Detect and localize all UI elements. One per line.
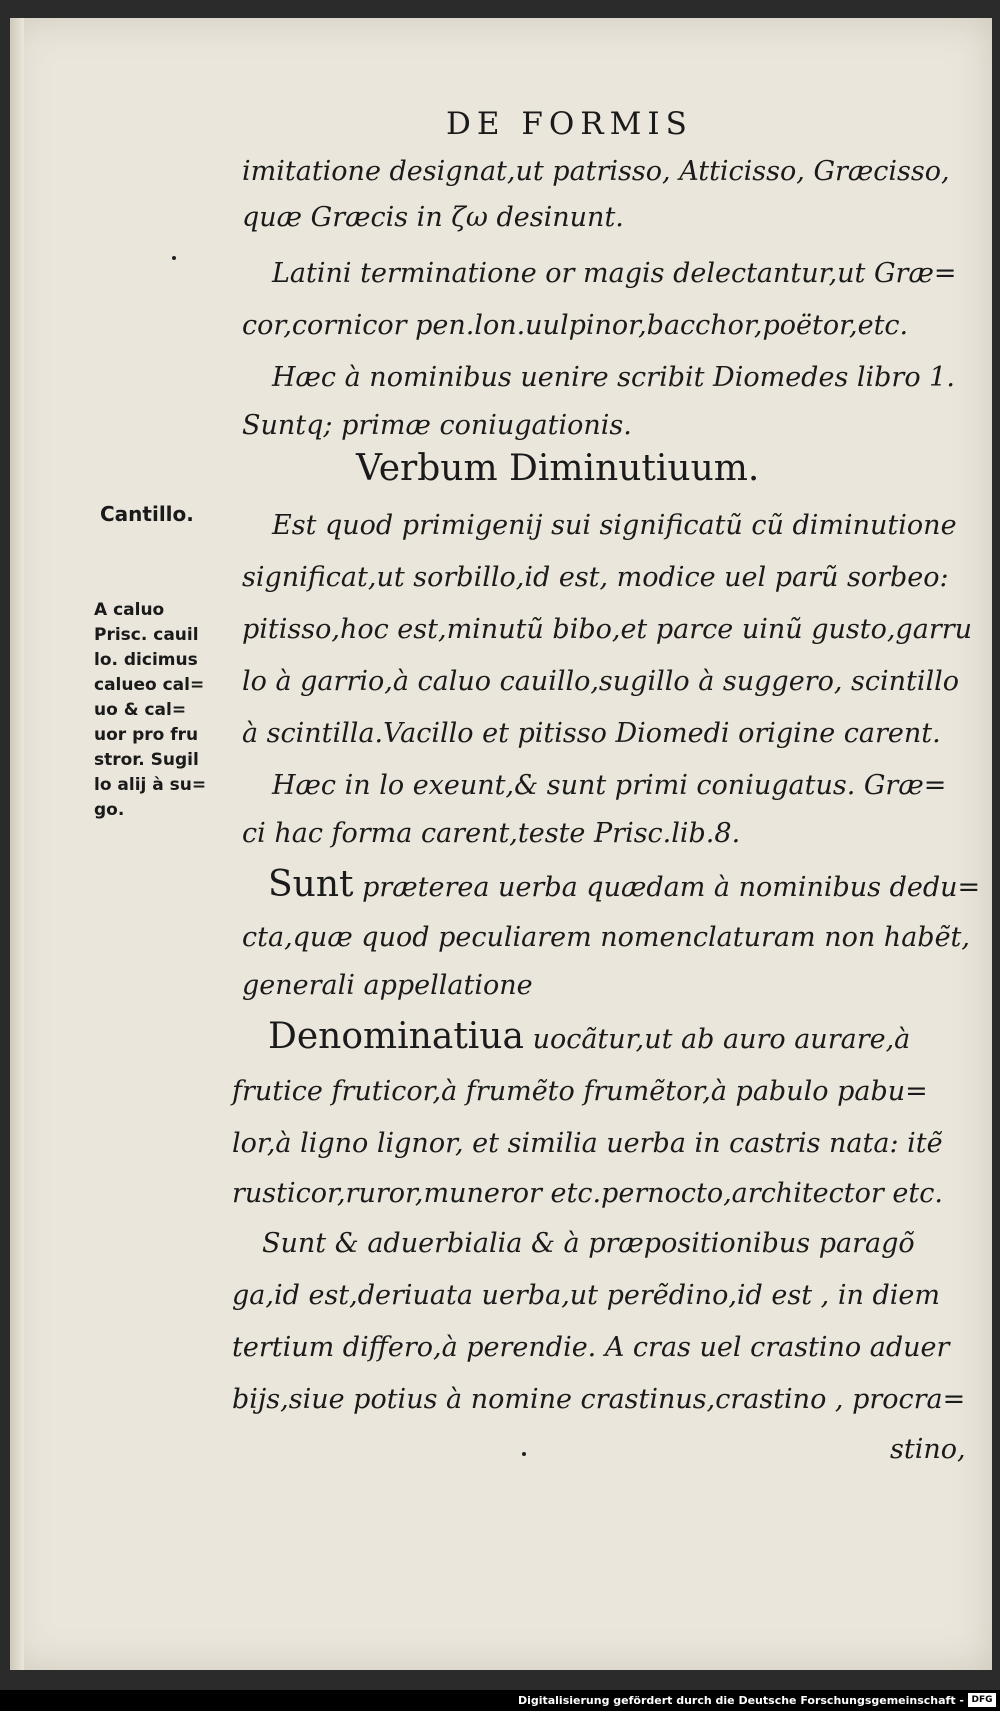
digitization-footer bbox=[0, 1690, 1000, 1711]
margin-note-line: uo & cal= bbox=[94, 700, 187, 720]
text-line: stino, bbox=[890, 1434, 966, 1465]
text-line: quæ Græcis in ζω desinunt. bbox=[242, 202, 624, 233]
text-line: Est quod primigenij sui significatũ cũ diminutione bbox=[272, 510, 957, 541]
running-header: DE FORMIS bbox=[446, 106, 693, 142]
text-line bbox=[268, 864, 980, 905]
text-line: bijs,siue potius à nomine crastinus,crastino , procra= bbox=[232, 1384, 966, 1415]
margin-note-line: lo alij à su= bbox=[94, 775, 207, 795]
text-line-content: uocãtur,ut ab auro aurare,à bbox=[532, 1024, 911, 1055]
text-line: cor,cornicor pen.lon.uulpinor,bacchor,poëtor,etc. bbox=[242, 310, 909, 341]
section-heading: Verbum Diminutiuum. bbox=[356, 448, 760, 489]
text-line: imitatione designat,ut patrisso, Atticisso, Græcisso, bbox=[242, 156, 950, 187]
margin-note-line: stror. Sugil bbox=[94, 750, 199, 770]
margin-note-cantillo: Cantillo. bbox=[100, 502, 194, 526]
text-line: pitisso,hoc est,minutũ bibo,et parce uinũ gusto,garru bbox=[242, 614, 973, 645]
margin-note-line: go. bbox=[94, 800, 125, 820]
text-line: lo à garrio,à caluo cauillo,sugillo à suggero, scintillo bbox=[242, 666, 960, 697]
text-line: generali appellatione bbox=[242, 970, 533, 1001]
text-line: Latini terminatione or magis delectantur,ut Græ= bbox=[272, 258, 957, 289]
ink-speck bbox=[522, 1452, 526, 1456]
text-line: lor,à ligno lignor, et similia uerba in castris nata: itẽ bbox=[232, 1128, 943, 1159]
denominatiua-lead-word: Denominatiua bbox=[268, 1016, 524, 1057]
text-line: significat,ut sorbillo,id est, modice uel parũ sorbeo: bbox=[242, 562, 949, 593]
footer-text: Digitalisierung gefördert durch die Deutsche Forschungsgemeinschaft - bbox=[517, 1694, 964, 1707]
dfg-logo: DFG bbox=[968, 1693, 996, 1707]
text-line-content: præterea uerba quædam à nominibus dedu= bbox=[362, 872, 981, 903]
text-line: ga,id est,deriuata uerba,ut perẽdino,id est , in diem bbox=[232, 1280, 940, 1311]
text-line: Hæc à nominibus uenire scribit Diomedes libro 1. bbox=[272, 362, 955, 393]
text-line: cta,quæ quod peculiarem nomenclaturam non habẽt, bbox=[242, 922, 970, 953]
book-page bbox=[10, 18, 992, 1670]
text-line: à scintilla.Vacillo et pitisso Diomedi origine carent. bbox=[242, 718, 941, 749]
text-line bbox=[268, 1016, 910, 1057]
text-line: frutice fruticor,à frumẽto frumẽtor,à pabulo pabu= bbox=[232, 1076, 928, 1107]
margin-note-line: calueo cal= bbox=[94, 675, 205, 695]
margin-note-line: A caluo bbox=[94, 600, 165, 620]
text-line: Sunt & aduerbialia & à præpositionibus paragõ bbox=[262, 1228, 915, 1259]
margin-note-line: lo. dicimus bbox=[94, 650, 198, 670]
text-line: Hæc in lo exeunt,& sunt primi coniugatus. Græ= bbox=[272, 770, 947, 801]
text-line: Suntq; primæ coniugationis. bbox=[242, 410, 632, 441]
margin-note-line: Prisc. cauil bbox=[94, 625, 199, 645]
sunt-lead-word: Sunt bbox=[268, 864, 354, 905]
text-line: ci hac forma carent,teste Prisc.lib.8. bbox=[242, 818, 741, 849]
ink-speck bbox=[172, 256, 176, 260]
text-line: rusticor,ruror,muneror etc.pernocto,architector etc. bbox=[232, 1178, 943, 1209]
margin-note-line: uor pro fru bbox=[94, 725, 199, 745]
text-line: tertium differo,à perendie. A cras uel crastino aduer bbox=[232, 1332, 950, 1363]
